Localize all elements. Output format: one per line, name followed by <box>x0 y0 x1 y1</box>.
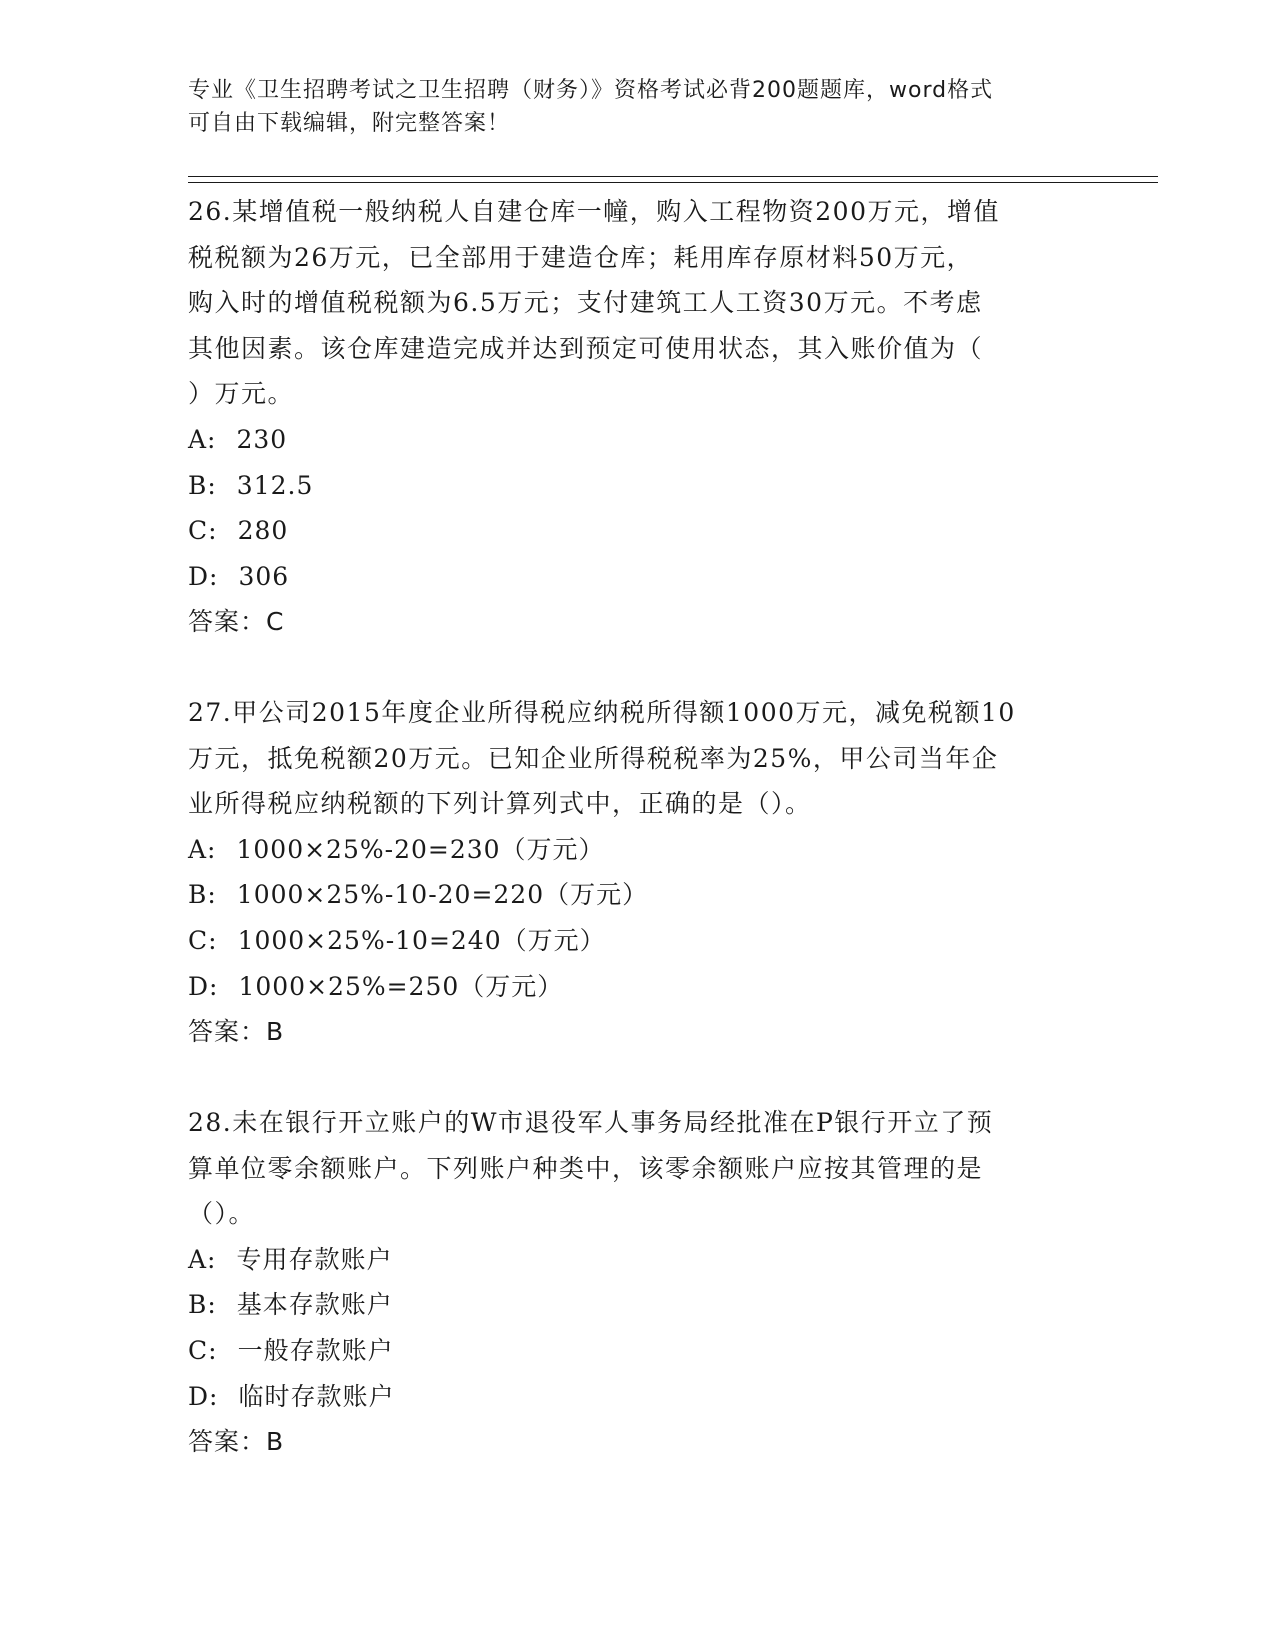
header-divider-top <box>188 176 1158 177</box>
stem-line: 万元，抵免税额20万元。已知企业所得税税率为25%，甲公司当年企 <box>188 743 999 773</box>
option-letter: B: <box>188 1290 217 1320</box>
question-26 <box>188 189 1088 645</box>
answer: 答案：B <box>188 1017 285 1047</box>
option-text: 临时存款账户 <box>238 1381 395 1411</box>
stem-line: 27.甲公司2015年度企业所得税应纳税所得额1000万元，减免税额10 <box>188 698 1016 727</box>
option-letter: B: <box>188 880 217 910</box>
stem-line: （）。 <box>188 1199 256 1229</box>
option-a <box>188 1237 1088 1283</box>
stem-line: 购入时的增值税税额为6.5万元；支付建筑工人工资30万元。不考虑 <box>188 288 983 318</box>
option-letter: C: <box>188 516 218 546</box>
stem-line: 税税额为26万元，已全部用于建造仓库；耗用库存原材料50万元， <box>188 242 974 272</box>
option-letter: C: <box>188 1335 218 1365</box>
option-c <box>188 508 1088 554</box>
option-letter: D: <box>188 1381 219 1411</box>
question-stem <box>188 1100 1088 1237</box>
option-text: 1000×25%-10=240（万元） <box>237 925 606 955</box>
header-line-2: 可自由下载编辑，附完整答案！ <box>188 111 511 136</box>
header-line-1: 专业《卫生招聘考试之卫生招聘（财务）》资格考试必背200题题库，word格式 <box>188 78 994 103</box>
option-text: 1000×25%-20=230（万元） <box>236 834 605 864</box>
header-divider-bottom <box>188 182 1158 183</box>
option-text: 306 <box>238 561 290 591</box>
answer: 答案：B <box>188 1427 285 1457</box>
stem-line: 26.某增值税一般纳税人自建仓库一幢，购入工程物资200万元，增值 <box>188 197 1000 226</box>
question-stem <box>188 690 1088 827</box>
option-a <box>188 827 1088 873</box>
stem-line: 业所得税应纳税额的下列计算列式中，正确的是（）。 <box>188 789 812 819</box>
option-letter: C: <box>188 925 218 955</box>
option-letter: A: <box>188 424 217 454</box>
option-c <box>188 1328 1088 1374</box>
option-text: 230 <box>236 424 288 454</box>
option-text: 1000×25%=250（万元） <box>238 971 564 1001</box>
option-b <box>188 463 1088 509</box>
stem-line: 算单位零余额账户。下列账户种类中，该零余额账户应按其管理的是 <box>188 1153 984 1183</box>
question-stem <box>188 189 1088 417</box>
option-text: 一般存款账户 <box>237 1335 394 1365</box>
option-letter: D: <box>188 971 219 1001</box>
option-letter: D: <box>188 561 219 591</box>
option-text: 专用存款账户 <box>236 1244 393 1274</box>
option-b <box>188 1282 1088 1328</box>
option-letter: A: <box>188 834 217 864</box>
option-text: 基本存款账户 <box>236 1290 393 1320</box>
question-27 <box>188 690 1088 1055</box>
document-header <box>188 74 1088 140</box>
question-28 <box>188 1100 1088 1465</box>
option-b <box>188 872 1088 918</box>
stem-line: 28.未在银行开立账户的W市退役军人事务局经批准在P银行开立了预 <box>188 1108 994 1137</box>
option-d <box>188 964 1088 1010</box>
option-a <box>188 417 1088 463</box>
option-text: 280 <box>237 516 289 546</box>
option-d <box>188 1374 1088 1420</box>
option-letter: A: <box>188 1244 217 1274</box>
option-text: 1000×25%-10-20=220（万元） <box>236 880 649 910</box>
option-c <box>188 918 1088 964</box>
option-text: 312.5 <box>236 470 314 500</box>
answer: 答案：C <box>188 607 285 637</box>
stem-line: 其他因素。该仓库建造完成并达到预定可使用状态，其入账价值为（ <box>188 333 984 363</box>
option-letter: B: <box>188 470 217 500</box>
stem-line: ）万元。 <box>188 379 295 409</box>
option-d <box>188 554 1088 600</box>
